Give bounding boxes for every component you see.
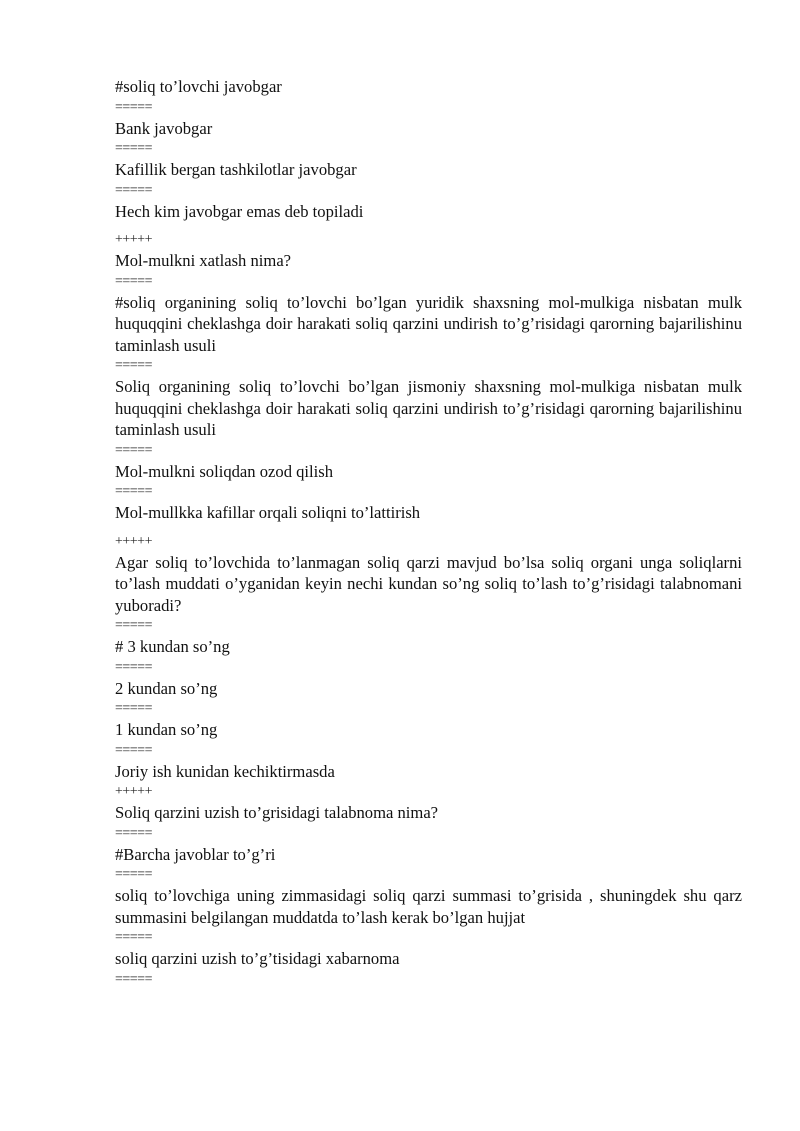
answer-text: #soliq to’lovchi javobgar [115,77,282,96]
block-gap [115,524,742,532]
block-gap [115,222,742,230]
answer-separator: ===== [115,182,152,198]
answer-text: #soliq organining soliq to’lovchi bo’lgan yuridik shaxsning mol-mulkiga nisbatan mulk huquqqini cheklashga doir harakati soliq qarzini undirish to’g’risidagi qarorning bajarilishinu taminlash usuli [115,292,742,355]
answer-separator: ===== [115,825,152,841]
answer-separator: ===== [115,659,152,675]
answer-text: soliq qarzini uzish to’g’tisidagi xabarnoma [115,949,400,968]
question-separator: +++++ [115,784,152,799]
document-page [115,76,742,990]
answer-separator: ===== [115,484,152,499]
question-text: Mol-mulkni xatlash nima? [115,251,292,270]
answer-separator: ===== [115,141,152,156]
answer-separator: ===== [115,930,152,945]
answer-separator: ===== [115,99,152,115]
answer-separator: ===== [115,971,152,987]
answer-text: soliq to’lovchiga uning zimmasidagi soliq qarzi summasi to’grisida , shuningdek shu qarz summasini belgilangan muddatda to’lash kerak bo’lgan hujjat [115,886,742,927]
answer-text: # 3 kundan so’ng [115,637,230,656]
answer-separator: ===== [115,867,152,882]
answer-separator: ===== [115,442,152,458]
answer-text: Hech kim javobgar emas deb topiladi [115,201,364,221]
answer-text: 2 kundan so’ng [115,678,218,698]
answer-text: Mol-mulkni soliqdan ozod qilish [115,461,334,481]
answer-text: Soliq organining soliq to’lovchi bo’lgan jismoniy shaxsning mol-mulkiga nisbatan mulk huquqqini cheklashga doir harakati soliq qarzini undirish to’g’risidagi qarorning bajarilishinu taminlash usuli [115,377,742,439]
question-text: Agar soliq to’lovchida to’lanmagan soliq qarzi mavjud bo’lsa soliq organi unga soliqlarni to’lash muddati o’yganidan keyin nechi kundan so’ng soliq to’lash to’g’risidagi talabnomani yuboradi? [115,552,742,615]
answer-separator: ===== [115,742,152,758]
question-text: Soliq qarzini uzish to’grisidagi talabnoma nima? [115,803,439,822]
question-separator: +++++ [115,232,152,247]
answer-text: Kafillik bergan tashkilotlar javobgar [115,160,357,179]
answer-separator: ===== [115,618,152,633]
answer-text: Bank javobgar [115,118,213,138]
answer-text: Mol-mullkka kafillar orqali soliqni to’lattirish [115,503,421,522]
answer-separator: ===== [115,358,152,373]
answer-text: #Barcha javoblar to’g’ri [115,844,276,864]
answer-separator: ===== [115,273,152,289]
answer-text: Joriy ish kunidan kechiktirmasda [115,761,335,781]
question-separator: +++++ [115,533,152,549]
answer-text: 1 kundan so’ng [115,720,218,739]
answer-separator: ===== [115,701,152,716]
